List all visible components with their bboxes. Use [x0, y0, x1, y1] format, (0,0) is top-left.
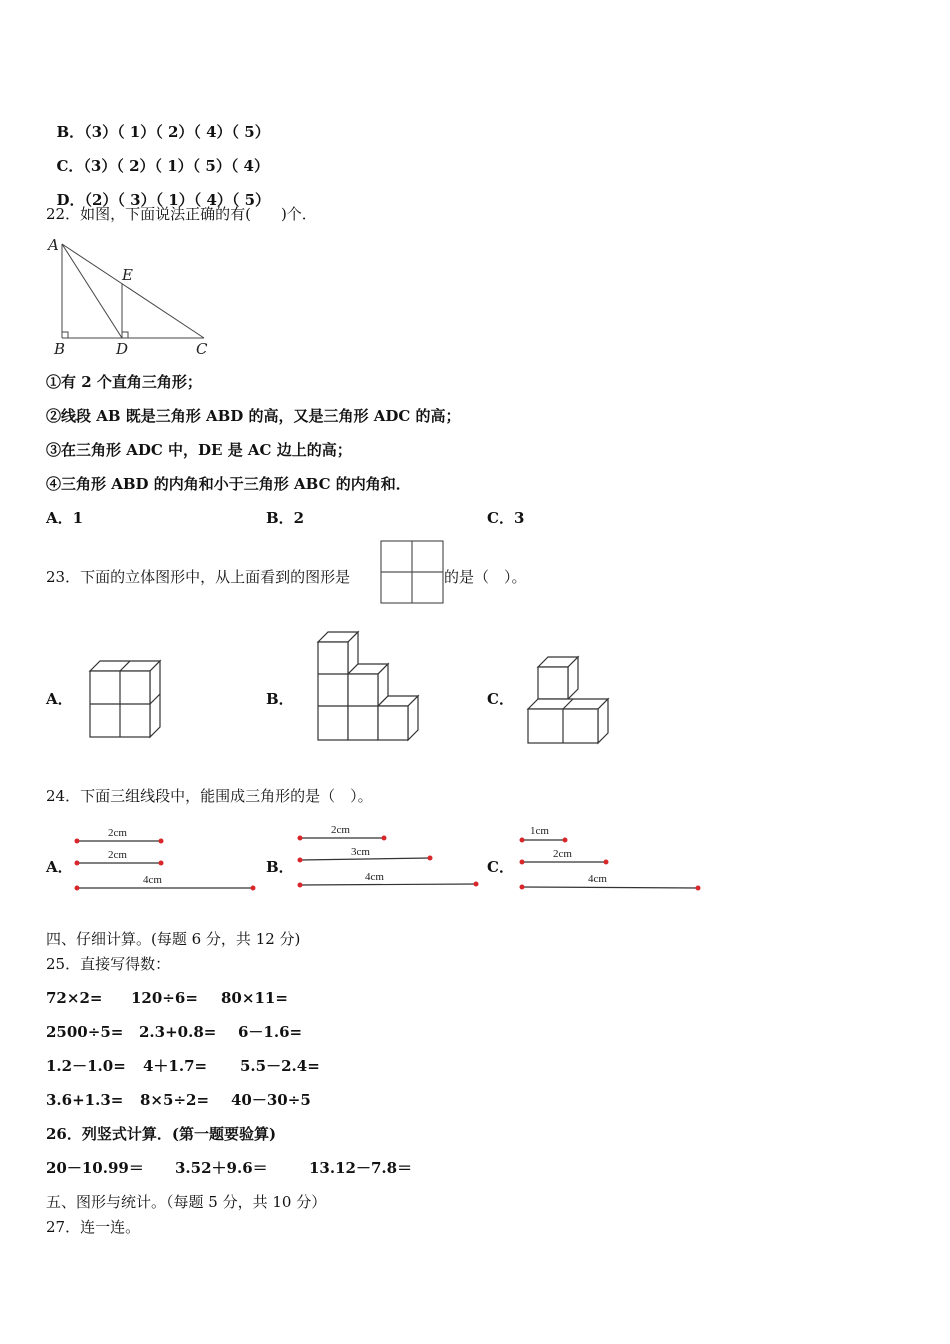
q22-option-c: C．3: [487, 509, 525, 527]
q21-option-b: B．（3）（ 1）（ 2）（ 4）（ 5）: [56, 123, 270, 141]
q25-r2c1: 2500÷5=: [46, 1023, 124, 1041]
q24-c-seg3-label: 4cm: [588, 873, 607, 885]
right-angle-b-mark: [62, 332, 68, 338]
q24-b-seg1-label: 2cm: [331, 824, 350, 836]
q24-stem: 24．下面三组线段中，能围成三角形的是（ ）。: [46, 787, 373, 805]
q22-statement-4: ④三角形 ABD 的内角和小于三角形 ABC 的内角和．: [46, 475, 411, 493]
q25-stem: 25．直接写得数：: [46, 955, 171, 973]
q24-option-a-label: A．: [46, 858, 73, 876]
q21-option-c: C．（3）（ 2）（ 1）（ 5）（ 4）: [56, 157, 269, 175]
q24-option-b-segments: [293, 820, 493, 895]
q22-triangle-figure: [44, 234, 224, 359]
q22-stem: 22．如图，下面说法正确的有( )个．: [46, 205, 317, 223]
section4-heading: 四、仔细计算。(每题 6 分，共 12 分): [46, 930, 301, 948]
segment-ad: [62, 244, 122, 338]
q25-r2c2: 2.3+0.8=: [139, 1023, 217, 1041]
q25-r1c2: 120÷6=: [131, 989, 198, 1007]
q23-stem-after: 的是（ ）。: [444, 568, 527, 586]
q23-option-c-label: C．: [487, 690, 514, 708]
q26-item-1: 20－10.99＝: [46, 1159, 144, 1177]
q24-b-seg3-label: 4cm: [365, 871, 384, 883]
right-angle-d-mark: [122, 332, 128, 338]
q24-option-c-label: C．: [487, 858, 514, 876]
q24-a-seg3-label: 4cm: [143, 874, 162, 886]
q23-option-b-label: B．: [266, 690, 294, 708]
q22-option-a: A．1: [46, 509, 84, 527]
section5-heading: 五、图形与统计。（每题 5 分，共 10 分）: [46, 1193, 327, 1211]
vertex-a-label: A: [48, 236, 59, 254]
q24-option-a-segments: [70, 823, 270, 898]
q25-r2c3: 6－1.6=: [238, 1023, 303, 1041]
q26-item-2: 3.52＋9.6＝: [175, 1159, 268, 1177]
q23-stem-before: 23．下面的立体图形中，从上面看到的图形是: [46, 568, 351, 586]
q23-option-a-cubes: [88, 659, 168, 744]
vertex-c-label: C: [196, 340, 208, 358]
q25-r4c1: 3.6+1.3=: [46, 1091, 124, 1109]
q25-r3c1: 1.2－1.0=: [46, 1057, 126, 1075]
q26-stem: 26．列竖式计算．(第一题要验算): [46, 1125, 277, 1143]
q24-c-seg1-label: 1cm: [530, 825, 549, 837]
q25-r4c2: 8×5÷2=: [140, 1091, 210, 1109]
q27-stem: 27．连一连。: [46, 1218, 141, 1236]
vertex-e-label: E: [122, 266, 133, 284]
q22-statement-3: ③在三角形 ADC 中，DE 是 AC 边上的高；: [46, 441, 352, 459]
q24-b-seg2-label: 3cm: [351, 846, 370, 858]
vertex-d-label: D: [116, 340, 129, 358]
q25-r4c3: 40－30÷5: [231, 1091, 311, 1109]
q23-top-view-icon: [380, 540, 444, 604]
q24-a-seg2-label: 2cm: [108, 849, 127, 861]
q25-r3c2: 4＋1.7=: [143, 1057, 208, 1075]
q22-statement-1: ①有 2 个直角三角形；: [46, 373, 202, 391]
vertex-b-label: B: [54, 340, 66, 358]
q25-r3c3: 5.5－2.4=: [240, 1057, 320, 1075]
q24-c-seg2-label: 2cm: [553, 848, 572, 860]
q26-item-3: 13.12－7.8＝: [309, 1159, 413, 1177]
q23-option-a-label: A．: [46, 690, 73, 708]
q24-a-seg1-label: 2cm: [108, 827, 127, 839]
q25-r1c1: 72×2=: [46, 989, 103, 1007]
q24-option-b-label: B．: [266, 858, 294, 876]
q22-option-b: B．2: [266, 509, 305, 527]
q21-option-d: D．（2）（ 3）（ 1）（ 4）（ 5）: [56, 191, 271, 209]
q22-statement-2: ②线段 AB 既是三角形 ABD 的高，又是三角形 ADC 的高；: [46, 407, 461, 425]
q23-option-c-cubes: [526, 655, 616, 750]
q25-r1c3: 80×11=: [221, 989, 288, 1007]
segment-ac: [62, 244, 204, 338]
q24-option-c-segments: [515, 822, 715, 897]
q23-option-b-cubes: [316, 630, 431, 745]
